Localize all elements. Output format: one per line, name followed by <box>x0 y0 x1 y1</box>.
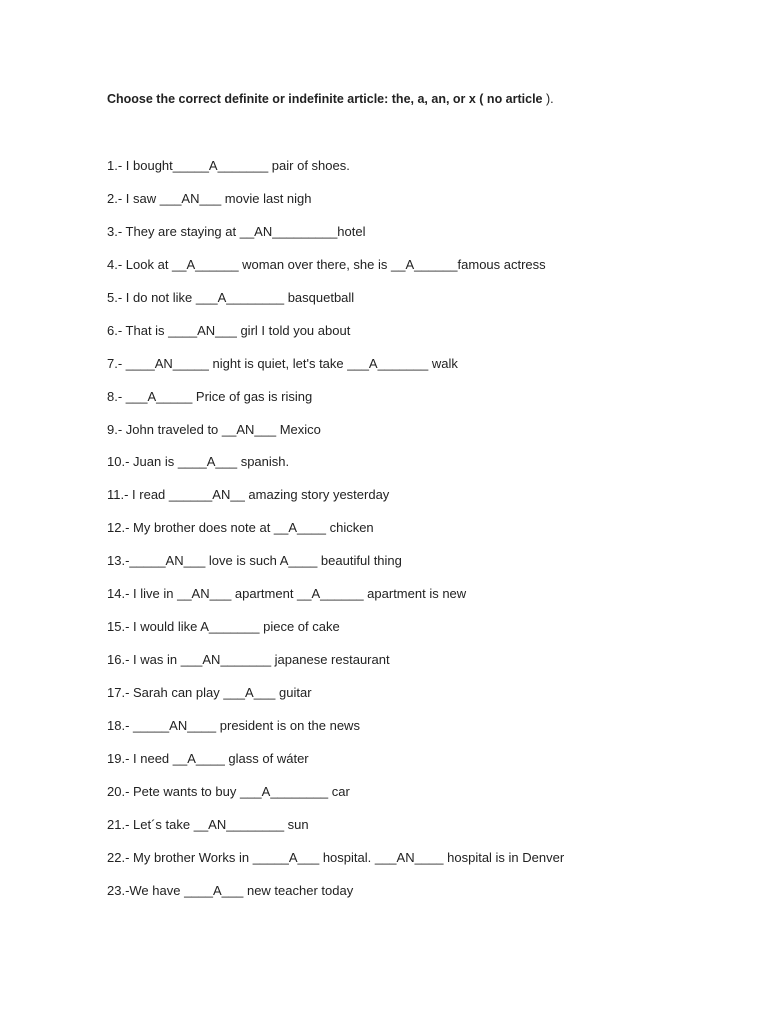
exercise-item: 21.- Let´s take __AN________ sun <box>107 816 309 832</box>
exercise-item: 9.- John traveled to __AN___ Mexico <box>107 421 321 437</box>
exercise-item: 20.- Pete wants to buy ___A________ car <box>107 783 350 799</box>
exercise-item: 13.-_____AN___ love is such A____ beautiful thing <box>107 553 402 569</box>
exercise-item: 18.- _____AN____ president is on the news <box>107 717 360 733</box>
instructions-text: Choose the correct definite or indefinite article: the, a, an, or x ( no article <box>107 92 546 106</box>
exercise-item: 12.- My brother does note at __A____ chicken <box>107 520 374 536</box>
exercise-item: 23.-We have ____A___ new teacher today <box>107 882 354 898</box>
exercise-item: 10.- Juan is ____A___ spanish. <box>107 454 290 470</box>
exercise-item: 3.- They are staying at __AN_________hotel <box>107 223 366 239</box>
exercise-item: 15.- I would like A_______ piece of cake <box>107 619 340 635</box>
exercise-item: 8.- ___A_____ Price of gas is rising <box>107 388 313 404</box>
exercise-item: 1.- I bought_____A_______ pair of shoes. <box>107 158 350 173</box>
exercise-item: 11.- I read ______AN__ amazing story yesterday <box>107 487 390 503</box>
exercise-item: 5.- I do not like ___A________ basquetball <box>107 289 355 305</box>
exercise-item: 7.- ____AN_____ night is quiet, let's take ___A_______ walk <box>107 355 458 371</box>
exercise-item: 16.- I was in ___AN_______ japanese restaurant <box>107 652 390 668</box>
worksheet-instructions <box>107 92 554 106</box>
exercise-item: 4.- Look at __A______ woman over there, she is __A______famous actress <box>107 256 546 272</box>
exercise-item: 6.- That is ____AN___ girl I told you about <box>107 322 351 338</box>
exercise-item: 2.- I saw ___AN___ movie last nigh <box>107 190 312 206</box>
exercise-item: 17.- Sarah can play ___A___ guitar <box>107 685 312 700</box>
exercise-item: 14.- I live in __AN___ apartment __A______ apartment is new <box>107 586 467 602</box>
instructions-end: ). <box>545 92 554 106</box>
exercise-item: 19.- I need __A____ glass of wáter <box>107 750 309 766</box>
exercise-list <box>107 157 564 915</box>
exercise-item: 22.- My brother Works in _____A___ hospital. ___AN____ hospital is in Denver <box>107 849 565 865</box>
